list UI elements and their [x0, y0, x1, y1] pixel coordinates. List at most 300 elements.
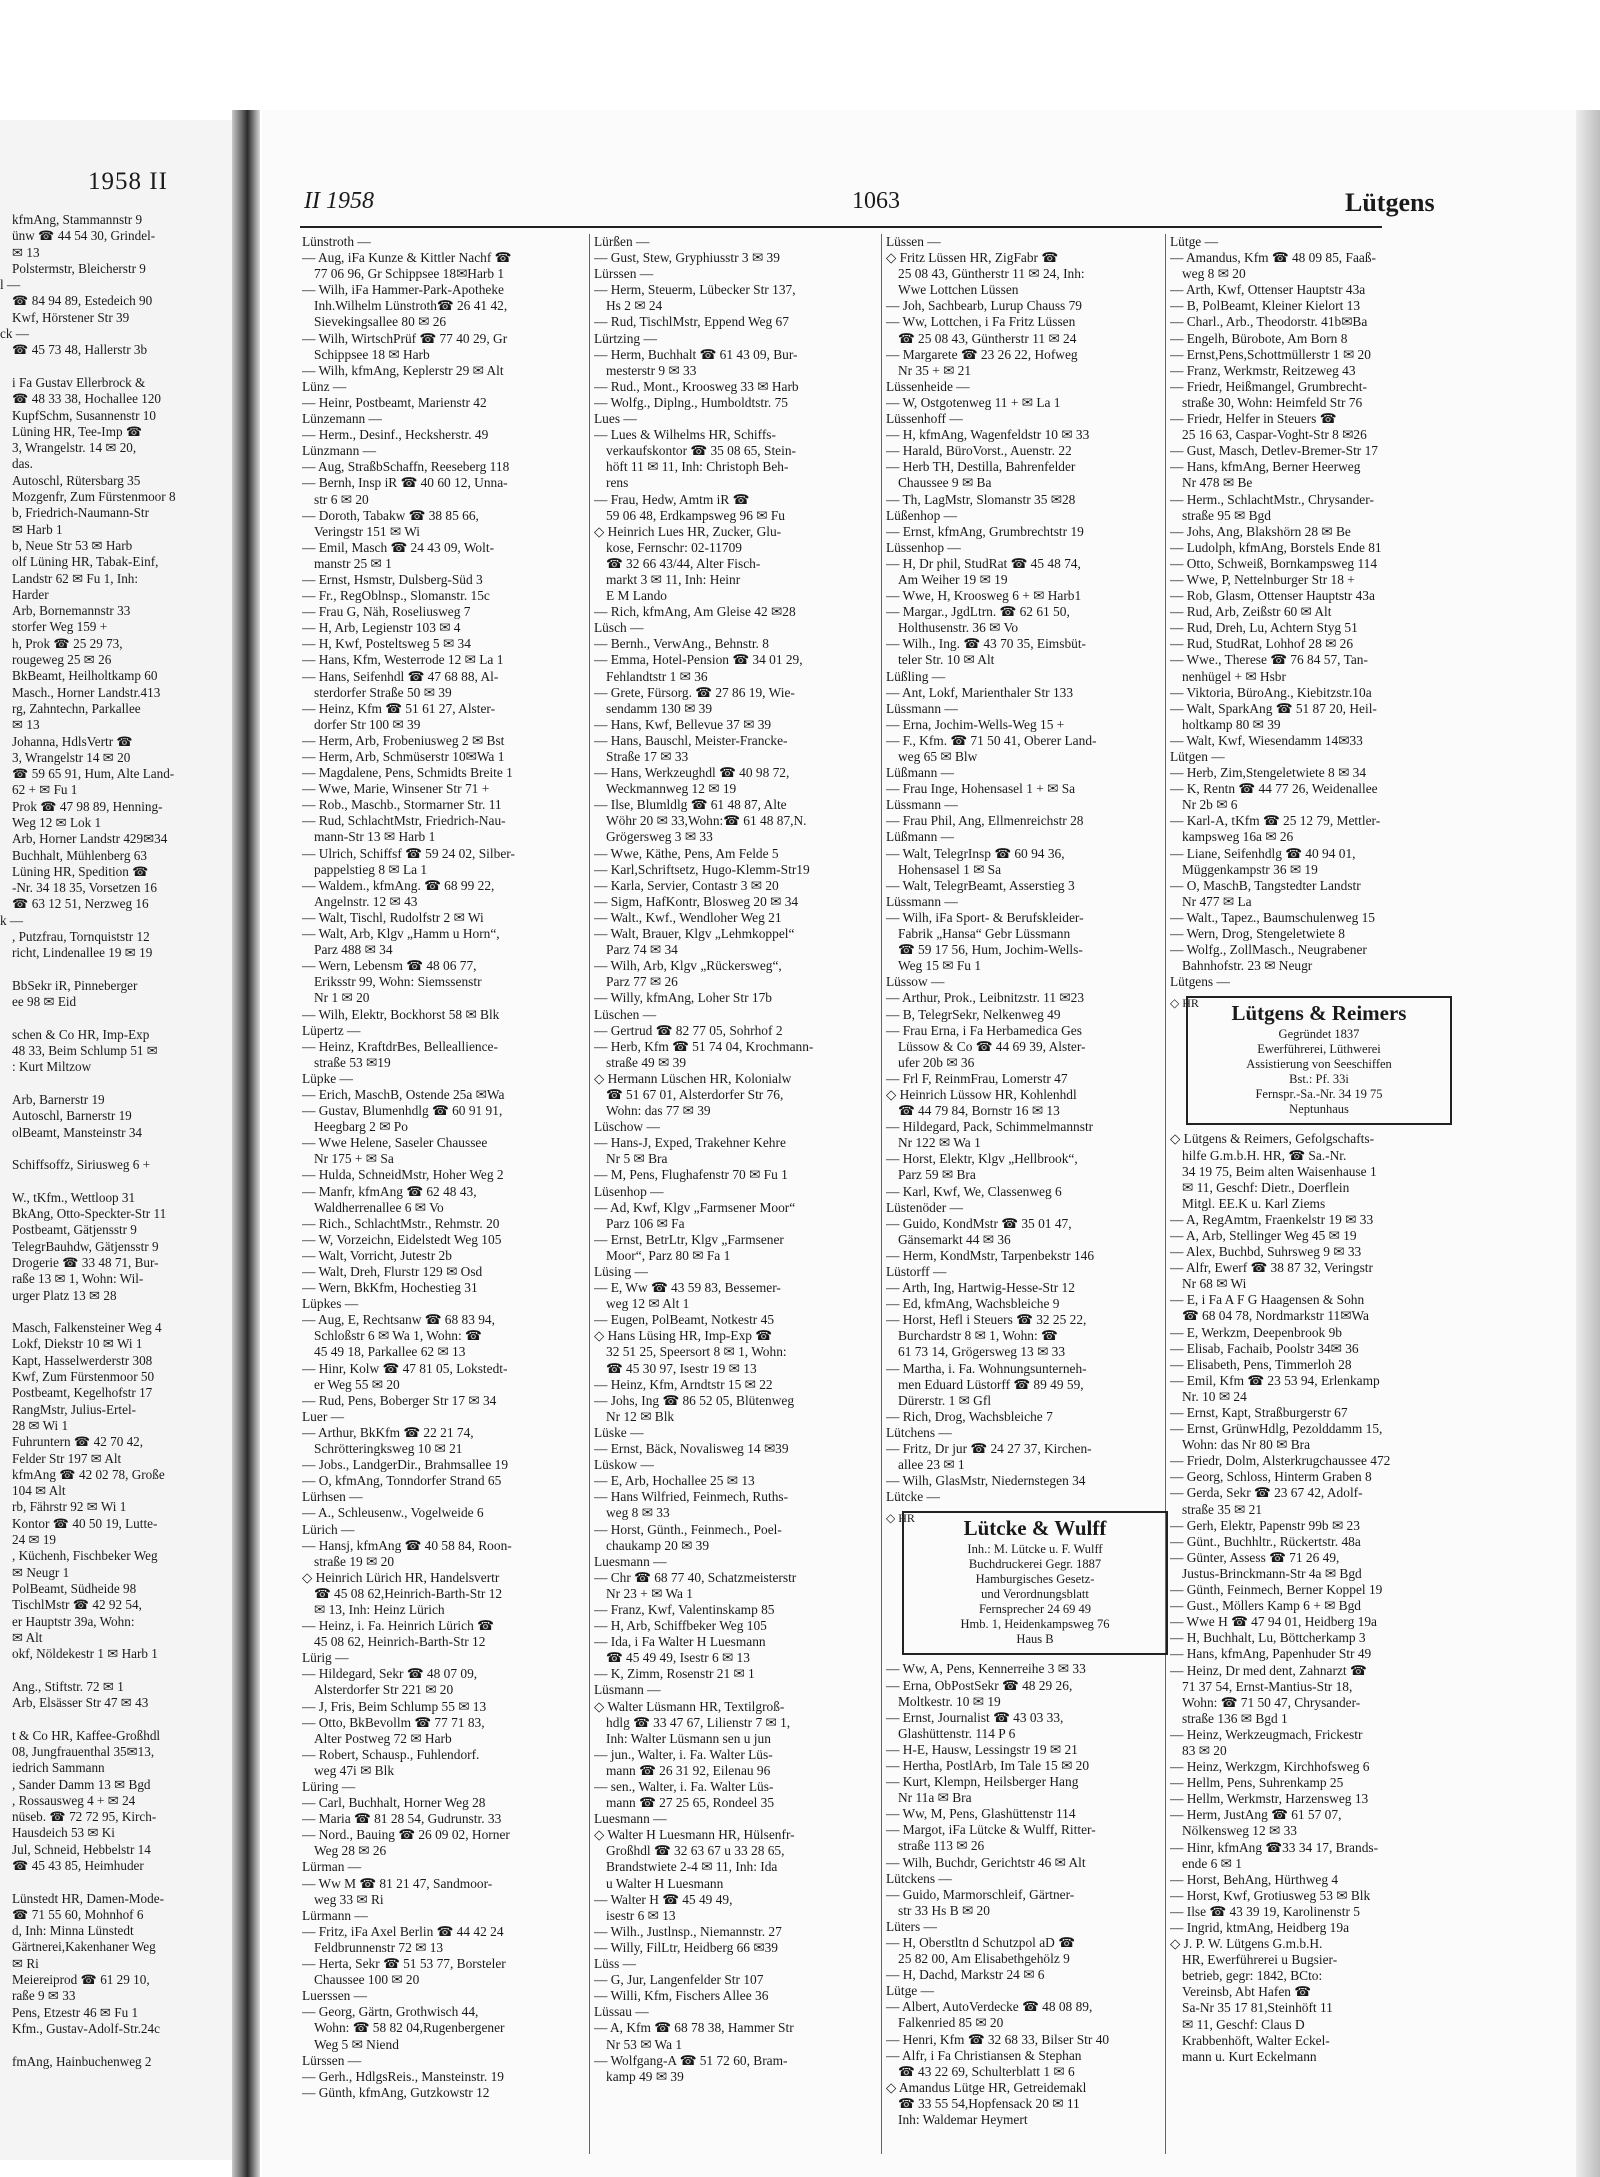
directory-entry-line: Hs 2 ✉ 24 — [606, 298, 663, 314]
directory-entry-line: — Hans, Seifenhdl ☎ 47 68 88, Al- — [302, 668, 499, 684]
directory-entry-line: Vereinsb, Abt Hafen ☎ — [1182, 1984, 1311, 2000]
directory-entry-line: — Günt., Buchhltr., Rückertstr. 48a — [1170, 1533, 1361, 1549]
directory-entry-line: Lütgen — — [1170, 749, 1225, 764]
directory-entry-line: schen & Co HR, Imp-Exp — [12, 1026, 150, 1042]
directory-entry-line: ufer 20b ✉ 36 — [898, 1054, 975, 1070]
directory-entry-line: — Friedr, Helfer in Steuers ☎ — [1170, 411, 1337, 427]
directory-entry-line: — Rud, Dreh, Lu, Achtern Styg 51 — [1170, 620, 1358, 636]
directory-entry-line: — Georg, Gärtn, Grothwisch 44, — [302, 2004, 479, 2020]
directory-entry-line: okf, Nöldekestr 1 ✉ Harb 1 — [12, 1646, 158, 1662]
directory-entry-line: ☎ 45 30 97, Isestr 19 ✉ 13 — [606, 1360, 757, 1376]
directory-entry-line: — Erich, MaschB, Ostende 25a ✉Wa — [302, 1086, 505, 1102]
directory-entry-line: — Walt, SparkAng ☎ 51 87 20, Heil- — [1170, 700, 1377, 716]
directory-entry-line: Luesmann — — [594, 1811, 667, 1827]
advert-line: und Verordnungsblatt — [981, 1587, 1089, 1602]
directory-entry-line — [0, 1304, 232, 1320]
directory-entry-line: — Rich, kfmAng, Am Gleise 42 ✉28 — [594, 604, 796, 620]
directory-entry-line: rens — [606, 475, 629, 491]
directory-entry-line: Lüsch — — [594, 620, 644, 636]
directory-entry-line: — Fritz, iFa Axel Berlin ☎ 44 42 24 — [302, 1923, 504, 1939]
directory-entry-line: — Arthur, Prok., Leibnitzstr. 11 ✉23 — [886, 990, 1085, 1006]
directory-entry-line: — H, Dr phil, StudRat ☎ 45 48 74, — [886, 555, 1081, 571]
directory-entry-line: ✉ 13, Inh: Heinz Lürich — [314, 1601, 445, 1617]
directory-entry-line: — Johs, Ing ☎ 86 52 05, Blütenweg — [594, 1392, 795, 1408]
directory-entry-line: — Emil, Kfm ☎ 23 53 94, Erlenkamp — [1170, 1372, 1380, 1388]
directory-entry-line: Lüssow & Co ☎ 44 69 39, Alster- — [898, 1038, 1086, 1054]
directory-entry-line: — Rud, SchlachtMstr, Friedrich-Nau- — [302, 813, 506, 829]
directory-entry-line: — Engelh, Bürobote, Am Born 8 — [1170, 330, 1348, 346]
directory-entry-line: — Walt, TelegrInsp ☎ 60 94 36, — [886, 845, 1065, 861]
directory-entry-line: straße 19 ✉ 20 — [314, 1553, 395, 1569]
directory-entry-line: — Jobs., LandgerDir., Brahmsallee 19 — [302, 1457, 509, 1473]
directory-entry-line: — Ernst, Hsmstr, Dulsberg-Süd 3 — [302, 571, 483, 587]
directory-entry-line: — Alfr, i Fa Christiansen & Stephan — [886, 2047, 1082, 2063]
directory-entry-line: W., tKfm., Wettloop 31 — [12, 1189, 136, 1205]
directory-entry-line: Autoschl, Rütersbarg 35 — [12, 472, 141, 488]
directory-entry-line: — Fr., RegOblnsp., Slomanstr. 15c — [302, 588, 490, 604]
directory-entry-line: — Herm., SchlachtMstr., Chrysander- — [1170, 491, 1374, 507]
directory-entry-line: — Gust, Stew, Gryphiusstr 3 ✉ 39 — [594, 250, 780, 266]
directory-entry-line: , Putzfrau, Tornquiststr 12 — [12, 929, 150, 945]
directory-entry-line: Brandstwiete 2-4 ✉ 11, Inh: Ida — [606, 1859, 778, 1875]
directory-entry-line: ☎ 45 43 85, Heimhuder — [12, 1857, 144, 1873]
directory-entry-line: — Magdalene, Pens, Schmidts Breite 1 — [302, 765, 513, 781]
directory-entry-line: Lürßen — — [594, 234, 650, 249]
directory-entry-line: — Doroth, Tabakw ☎ 38 85 66, — [302, 507, 479, 523]
directory-entry-line: Alsterdorfer Str 221 ✉ 20 — [314, 1682, 454, 1698]
directory-entry-line: — Herm., Desinf., Hecksherstr. 49 — [302, 427, 489, 443]
directory-entry-line: Lünz — — [302, 378, 347, 394]
directory-entry-line: ◇ Hermann Lüschen HR, Kolonialw — [594, 1070, 792, 1086]
directory-entry-line: — Wolfgang-A ☎ 51 72 60, Bram- — [594, 2052, 788, 2068]
directory-entry-line: ☎ 48 33 38, Hochallee 120 — [12, 391, 162, 407]
directory-entry-line: — Heinz, Kfm, Arndtstr 15 ✉ 22 — [594, 1376, 773, 1392]
directory-entry-line: — W, Ostgotenweg 11 + ✉ La 1 — [886, 394, 1061, 410]
directory-entry-line: Felder Str 197 ✉ Alt — [12, 1450, 122, 1466]
directory-entry-line: — Willi, Kfm, Fischers Allee 36 — [594, 1988, 769, 2004]
directory-column-2 — [594, 234, 882, 2085]
directory-entry-line: Parz 74 ✉ 34 — [606, 942, 678, 958]
directory-entry-line: — Ernst, kfmAng, Grumbrechtstr 19 — [886, 523, 1084, 539]
advert-title: Lütgens & Reimers — [1231, 1001, 1407, 1026]
directory-entry-line: Lüschow — — [594, 1119, 660, 1135]
directory-entry-line: str 6 ✉ 20 — [314, 491, 369, 507]
directory-entry-line: — Walt, Arb, Klgv „Hamm u Horn“, — [302, 926, 500, 942]
directory-entry-line: Veringstr 151 ✉ Wi — [314, 523, 421, 539]
directory-entry-line: Lues — — [594, 411, 637, 427]
directory-entry-line: — Gust, Masch, Detlev-Bremer-Str 17 — [1170, 443, 1378, 459]
directory-entry-line: — Henri, Kfm ☎ 32 68 33, Bilser Str 40 — [886, 2031, 1110, 2047]
advert-luetgens-reimers — [1170, 996, 1458, 1125]
directory-entry-line: ☎ 45 08 62,Heinrich-Barth-Str 12 — [314, 1585, 503, 1601]
directory-entry-line: BbSekr iR, Pinneberger — [12, 977, 138, 993]
directory-entry-line: Lürig — — [302, 1650, 349, 1666]
running-header-left: II 1958 — [304, 188, 374, 214]
directory-entry-line: Lüning HR, Tee-Imp ☎ — [12, 423, 143, 439]
directory-entry-line: — Walt, Brauer, Klgv „Lehmkoppel“ — [594, 926, 795, 942]
directory-entry-line: straße 30, Wohn: Heimfeld Str 76 — [1182, 394, 1363, 410]
directory-entry-line: t & Co HR, Kaffee-Großhdl — [12, 1727, 161, 1743]
directory-entry-line: — Wilh, Arb, Klgv „Rückersweg“, — [594, 958, 782, 974]
directory-entry-line: sendamm 130 ✉ 39 — [606, 700, 713, 716]
directory-entry-line: — Rud., Mont., Kroosweg 33 ✉ Harb — [594, 378, 799, 394]
directory-entry-line: ☎ 51 67 01, Alsterdorfer Str 76, — [606, 1086, 784, 1102]
directory-entry-line: — Friedr, Heißmangel, Grumbrecht- — [1170, 378, 1367, 394]
directory-entry-line: — Karl, Kwf, We, Classenweg 6 — [886, 1183, 1062, 1199]
directory-entry-line: — Rich, Drog, Wachsbleiche 7 — [886, 1408, 1053, 1424]
directory-entry-line: — Arthur, BkKfm ☎ 22 21 74, — [302, 1424, 474, 1440]
directory-entry-line: — Karla, Servier, Contastr 3 ✉ 20 — [594, 877, 779, 893]
advert-line: Bst.: Pf. 33i — [1289, 1072, 1349, 1087]
directory-entry-line: — Viktoria, BüroAng., Kiebitzstr.10a — [1170, 684, 1372, 700]
directory-entry-line: Lüssmann — — [886, 700, 958, 716]
directory-entry-line: Weg 12 ✉ Lok 1 — [12, 814, 102, 830]
directory-entry-line: — Rob., Maschb., Stormarner Str. 11 — [302, 797, 502, 813]
directory-entry-line: — O, MaschB, Tangstedter Landstr — [1170, 877, 1361, 893]
directory-entry-line: ☎ 45 73 48, Hallerstr 3b — [12, 342, 148, 358]
directory-entry-line: — Wern, Drog, Stengeletwiete 8 — [1170, 926, 1345, 942]
directory-entry-line: — Hans, Kwf, Bellevue 37 ✉ 39 — [594, 716, 772, 732]
directory-entry-line: Moor“, Parz 80 ✉ Fa 1 — [606, 1247, 731, 1263]
directory-entry-line: — Franz, Werkmstr, Reitzeweg 43 — [1170, 362, 1356, 378]
directory-entry-line: Lüssau — — [594, 2004, 649, 2020]
directory-entry-line: nenhügel + ✉ Hsbr — [1182, 668, 1286, 684]
directory-entry-line — [0, 1174, 232, 1190]
directory-entry-line: — A, Arb, Stellinger Weg 45 ✉ 19 — [1170, 1227, 1357, 1243]
directory-entry-line: ünw ☎ 44 54 30, Grindel- — [12, 228, 156, 244]
directory-entry-line: — Hans, kfmAng, Papenhuder Str 49 — [1170, 1646, 1372, 1662]
directory-entry-line: — Walt, TelegrBeamt, Asserstieg 3 — [886, 877, 1075, 893]
directory-column-1 — [302, 234, 590, 2101]
directory-entry-line: Parz 59 ✉ Bra — [898, 1167, 976, 1183]
directory-entry-line: Masch., Horner Landstr.413 — [12, 684, 161, 700]
directory-entry-line — [0, 1011, 232, 1027]
directory-entry-line: allee 23 ✉ 1 — [898, 1457, 965, 1473]
directory-entry-line: raße 9 ✉ 33 — [12, 1988, 76, 2004]
directory-entry-line: Lütgens — — [1170, 974, 1230, 990]
directory-entry-line: Pens, Etzestr 46 ✉ Fu 1 — [12, 2004, 139, 2020]
directory-entry-line: Lüssenhoff — — [886, 411, 963, 427]
directory-entry-line: — Wilh., Justlnsp., Niemannstr. 27 — [594, 1923, 782, 1939]
directory-entry-line: ◇ Lütgens & Reimers, Gefolgschafts- — [1170, 1131, 1375, 1147]
directory-entry-line: dorfer Str 100 ✉ 39 — [314, 716, 421, 732]
directory-entry-line: — Wolfg., Diplng., Humboldtstr. 75 — [594, 394, 788, 410]
directory-entry-line: — Günter, Assess ☎ 71 26 49, — [1170, 1549, 1340, 1565]
directory-entry-line: — Rob, Glasm, Ottenser Hauptstr 43a — [1170, 588, 1375, 604]
directory-entry-line: — Gust., Möllers Kamp 6 + ✉ Bgd — [1170, 1598, 1361, 1614]
directory-entry-line: Lürtzing — — [594, 330, 657, 346]
directory-entry-line: — Wilh, kfmAng, Keplerstr 29 ✉ Alt — [302, 362, 504, 378]
directory-entry-line: ◇ Heinrich Lüssow HR, Kohlenhdl — [886, 1086, 1077, 1102]
directory-entry-line: — Wwe, Marie, Winsener Str 71 + — [302, 781, 490, 797]
directory-entry-line: Mozgenfr, Zum Fürstenmoor 8 — [12, 489, 176, 505]
directory-entry-line: — Wern, BkKfm, Hochestieg 31 — [302, 1280, 478, 1296]
directory-entry-line: — Amandus, Kfm ☎ 48 09 85, Faaß- — [1170, 250, 1376, 266]
directory-entry-line: — Otto, Schweiß, Bornkampsweg 114 — [1170, 555, 1378, 571]
directory-entry-line: ◇ Walter Lüsmann HR, Textilgroß- — [594, 1698, 785, 1714]
directory-entry-line: — B, PolBeamt, Kleiner Kielort 13 — [1170, 298, 1361, 314]
directory-entry-line: — Herm, Arb, Schmüserstr 10✉Wa 1 — [302, 749, 505, 764]
directory-entry-line: Schiffsoffz, Siriusweg 6 + — [12, 1157, 151, 1173]
directory-entry-line: Lüssmann — — [886, 797, 958, 813]
directory-entry-line: — K, Zimm, Rosenstr 21 ✉ 1 — [594, 1666, 755, 1682]
page-edge — [1576, 110, 1600, 2177]
directory-entry-line: Lürmann — — [302, 1907, 368, 1923]
advert-marker: ◇ HR — [886, 1511, 915, 1526]
directory-entry-line: 61 73 14, Grögersweg 13 ✉ 33 — [898, 1344, 1066, 1360]
advert-line: Neptunhaus — [1289, 1102, 1349, 1117]
directory-entry-line: kamp 49 ✉ 39 — [606, 2068, 684, 2084]
directory-entry-line: Postbeamt, Gätjensstr 9 — [12, 1222, 137, 1238]
directory-entry-line: — Margot, iFa Lütcke & Wulff, Ritter- — [886, 1822, 1096, 1838]
directory-entry-line: Wohn: ☎ 58 82 04,Rugenbergener — [314, 2020, 505, 2036]
directory-entry-line: Mitgl. EE.K u. Karl Ziems — [1182, 1195, 1326, 1211]
directory-entry-line: — H, Arb, Schiffbeker Weg 105 — [594, 1618, 767, 1634]
directory-entry-line: — Rud, StudRat, Lohhof 28 ✉ 26 — [1170, 636, 1354, 652]
directory-entry-line: ✉ Alt — [12, 1629, 43, 1645]
directory-entry-line: — Ernst, Bäck, Novalisweg 14 ✉39 — [594, 1441, 789, 1457]
directory-entry-line: ☎ 68 04 78, Nordmarkstr 11✉Wa — [1182, 1308, 1369, 1324]
directory-entry-line: straße 136 ✉ Bgd 1 — [1182, 1710, 1288, 1726]
directory-entry-line: Großhdl ☎ 32 63 67 u 33 28 65, — [606, 1843, 785, 1859]
directory-entry-line: — M, Pens, Flughafenstr 70 ✉ Fu 1 — [594, 1167, 788, 1183]
advert-line: Fernspr.-Sa.-Nr. 34 19 75 — [1255, 1087, 1383, 1102]
directory-entry-line: Inh.Wilhelm Lünstroth☎ 26 41 42, — [314, 298, 508, 314]
directory-entry-line: — Guido, KondMstr ☎ 35 01 47, — [886, 1215, 1072, 1231]
advert-line: Hamburgisches Gesetz- — [975, 1572, 1095, 1587]
directory-entry-line: — Johs, Ang, Blakshörn 28 ✉ Be — [1170, 523, 1351, 539]
directory-entry-line: Am Weiher 19 ✉ 19 — [898, 571, 1008, 587]
directory-entry-line: — Georg, Schloss, Hinterm Graben 8 — [1170, 1469, 1372, 1485]
directory-entry-line: — H-E, Hausw, Lessingstr 19 ✉ 21 — [886, 1741, 1078, 1757]
directory-entry-line: — Kurt, Klempn, Heilsberger Hang — [886, 1774, 1079, 1790]
directory-entry-line: ck — — [0, 326, 29, 342]
directory-entry-line: Nr. 10 ✉ 24 — [1182, 1388, 1247, 1404]
directory-entry-line: ☎ 63 12 51, Nerzweg 16 — [12, 896, 149, 912]
directory-entry-line: — Gerh., HdlgsReis., Mansteinstr. 19 — [302, 2068, 504, 2084]
directory-entry-line: — H, Oberstltn d Schutzpol aD ☎ — [886, 1935, 1075, 1950]
directory-entry-line: Parz 106 ✉ Fa — [606, 1215, 685, 1231]
directory-entry-line: Lüskow — — [594, 1457, 654, 1473]
directory-entry-line: — Arth, Ing, Hartwig-Hesse-Str 12 — [886, 1280, 1075, 1296]
directory-entry-line: 77 06 96, Gr Schippsee 18✉Harb 1 — [314, 266, 505, 282]
directory-entry-line: — Elisab, Fachaib, Poolstr 34✉ 36 — [1170, 1340, 1359, 1356]
directory-entry-line: Lüss — — [594, 1956, 637, 1972]
directory-entry-line: Lüßmann — — [886, 765, 955, 781]
directory-entry-line: — Gustav, Blumenhdlg ☎ 60 91 91, — [302, 1103, 503, 1119]
directory-entry-line: — B, TelegrSekr, Nelkenweg 49 — [886, 1006, 1061, 1022]
directory-entry-line: — H, Arb, Legienstr 103 ✉ 4 — [302, 620, 461, 636]
directory-entry-line: — Th, LagMstr, Slomanstr 35 ✉28 — [886, 491, 1076, 507]
directory-entry-line: ◇ Heinrich Lürich HR, Handelsvertr — [302, 1569, 500, 1585]
directory-entry-line: — Heinz, i. Fa. Heinrich Lürich ☎ — [302, 1618, 494, 1634]
directory-entry-line: — Hildegard, Pack, Schimmelmannstr — [886, 1119, 1094, 1135]
directory-entry-line: ✉ Ri — [12, 1955, 39, 1971]
directory-entry-line: — E, Ww ☎ 43 59 83, Bessemer- — [594, 1280, 781, 1296]
directory-entry-line: Lünzmann — — [302, 443, 377, 459]
directory-entry-line: — sen., Walter, i. Fa. Walter Lüs- — [594, 1779, 774, 1794]
directory-entry-line: holtkamp 80 ✉ 39 — [1182, 716, 1281, 732]
directory-entry-line: 45 49 18, Parkallee 62 ✉ 13 — [314, 1344, 466, 1360]
directory-entry-line: , Rossausweg 4 + ✉ 24 — [12, 1792, 136, 1808]
directory-entry-line: Burchardstr 8 ✉ 1, Wohn: ☎ — [898, 1328, 1058, 1344]
directory-entry-line: — E, Werkzm, Deepenbrook 9b — [1170, 1324, 1342, 1340]
directory-entry-line: — Heinz, Werkzgm, Kirchhofsweg 6 — [1170, 1759, 1370, 1775]
directory-entry-line: Lüstorff — — [886, 1264, 947, 1279]
directory-entry-line: Wöhr 20 ✉ 33,Wohn:☎ 61 48 87,N. — [606, 813, 807, 829]
directory-entry-line: — Ww, A, Pens, Kennerreihe 3 ✉ 33 — [886, 1661, 1086, 1677]
directory-entry-line: Fehlandtstr 1 ✉ 36 — [606, 668, 708, 684]
directory-entry-line: — Sigm, HafKontr, Blosweg 20 ✉ 34 — [594, 893, 799, 909]
directory-entry-line: E M Lando — [606, 588, 667, 604]
directory-entry-line: — Hinr, Kolw ☎ 47 81 05, Lokstedt- — [302, 1360, 508, 1376]
directory-entry-line: -Nr. 34 18 35, Vorsetzen 16 — [12, 880, 157, 896]
directory-entry-line: Parz 488 ✉ 34 — [314, 942, 393, 958]
directory-entry-line: 3, Wrangelstr. 14 ✉ 20, — [12, 440, 137, 456]
directory-entry-line: Buchhalt, Mühlenberg 63 — [12, 847, 147, 863]
directory-entry-line: 08, Jungfrauenthal 35✉13, — [12, 1743, 155, 1759]
directory-entry-line: Arb, Elsässer Str 47 ✉ 43 — [12, 1695, 149, 1711]
directory-entry-line: ☎ 84 94 89, Estedeich 90 — [12, 293, 153, 309]
directory-entry-line: — Wolfg., ZollMasch., Neugrabener — [1170, 942, 1367, 958]
directory-entry-line: Masch, Falkensteiner Weg 4 — [12, 1320, 162, 1336]
directory-entry-line: — Rich., SchlachtMstr., Rehmstr. 20 — [302, 1215, 500, 1231]
directory-entry-line: Kapt, Hasselwerderstr 308 — [12, 1352, 153, 1368]
directory-entry-line: raße 13 ✉ 1, Wohn: Wil- — [12, 1271, 144, 1287]
directory-entry-line: Fuhruntern ☎ 42 70 42, — [12, 1434, 144, 1450]
directory-entry-line: 48 33, Beim Schlump 51 ✉ — [12, 1043, 158, 1059]
directory-entry-line: höft 11 ✉ 11, Inh: Christoph Beh- — [606, 459, 789, 475]
directory-entry-line: Lürhsen — — [302, 1489, 363, 1505]
directory-entry-line: — Heinz, Dr med dent, Zahnarzt ☎ — [1170, 1662, 1367, 1678]
directory-entry-line: kose, Fernschr: 02-11709 — [606, 539, 742, 555]
directory-entry-line: Lüsenhop — — [594, 1183, 664, 1199]
directory-entry-line: 25 16 63, Caspar-Voght-Str 8 ✉26 — [1182, 427, 1367, 443]
directory-entry-line: ✉ Harb 1 — [12, 521, 63, 537]
directory-entry-line: olBeamt, Mansteinstr 34 — [12, 1124, 143, 1140]
directory-entry-line: Alter Postweg 72 ✉ Harb — [314, 1730, 452, 1746]
directory-entry-line: Grögersweg 3 ✉ 33 — [606, 829, 713, 845]
directory-entry-line: — Karl,Schriftsetz, Hugo-Klemm-Str19 — [594, 861, 810, 877]
directory-entry-line: pappelstieg 8 ✉ La 1 — [314, 861, 428, 877]
directory-entry-line: straße 53 ✉19 — [314, 1054, 391, 1070]
directory-entry-line: — Alfr, Ewerf ☎ 38 87 32, Veringstr — [1170, 1260, 1373, 1276]
directory-entry-line: — Ad, Kwf, Klgv „Farmsener Moor“ — [594, 1199, 796, 1215]
directory-entry-line: — Heinz, Werkzeugmach, Frickestr — [1170, 1726, 1363, 1742]
directory-entry-line: Nölkensweg 12 ✉ 33 — [1182, 1823, 1297, 1839]
directory-entry-line: — Herm, Arb, Frobeniusweg 2 ✉ Bst — [302, 732, 505, 748]
directory-entry-line: Luerssen — — [302, 1988, 368, 2004]
directory-entry-line: 83 ✉ 20 — [1182, 1742, 1227, 1758]
directory-entry-line: — Walt., Tapez., Baumschulenweg 15 — [1170, 909, 1375, 925]
directory-entry-line: ✉ 11, Geschf: Dietr., Doerflein — [1182, 1179, 1350, 1195]
directory-entry-line: — Herm, KondMstr, Tarpenbekstr 146 — [886, 1247, 1095, 1263]
directory-entry-line: Lüning HR, Spedition ☎ — [12, 863, 149, 879]
directory-entry-line: Ang., Stiftstr. 72 ✉ 1 — [12, 1678, 124, 1694]
directory-entry-line: ee 98 ✉ Eid — [12, 994, 77, 1010]
directory-entry-line: — Rud, Arb, Zeißstr 60 ✉ Alt — [1170, 604, 1332, 620]
directory-entry-line: 28 ✉ Wi 1 — [12, 1417, 69, 1433]
directory-entry-line: — Gerda, Sekr ☎ 23 67 42, Adolf- — [1170, 1485, 1363, 1501]
directory-entry-line: kampsweg 16a ✉ 26 — [1182, 829, 1294, 845]
directory-entry-line: — Chr ☎ 68 77 40, Schatzmeisterstr — [594, 1569, 797, 1585]
directory-entry-line: Lüring — — [302, 1779, 356, 1794]
directory-entry-line: TischlMstr ☎ 42 92 54, — [12, 1597, 142, 1613]
directory-entry-line: — Frau G, Näh, Roseliusweg 7 — [302, 604, 471, 620]
directory-entry-line: — Ida, i Fa Walter H Luesmann — [594, 1634, 766, 1650]
directory-entry-line: Johanna, HdlsVertr ☎ — [12, 733, 133, 749]
directory-entry-line: — K, Rentn ☎ 44 77 26, Weidenallee — [1170, 781, 1378, 797]
directory-entry-line: rb, Fährstr 92 ✉ Wi 1 — [12, 1499, 127, 1515]
directory-entry-line: — Wilh, WirtschPrüf ☎ 77 40 29, Gr — [302, 330, 508, 346]
directory-entry-line: Jul, Schneid, Hebbelstr 14 — [12, 1841, 151, 1857]
directory-entry-line: — Bernh., VerwAng., Behnstr. 8 — [594, 636, 769, 652]
directory-entry-line: Sievekingsallee 80 ✉ 26 — [314, 314, 447, 330]
directory-entry-line: Straße 17 ✉ 33 — [606, 749, 689, 764]
directory-entry-line: — Walt, Kwf, Wiesendamm 14✉33 — [1170, 732, 1363, 748]
directory-entry-line: Bahnhofstr. 23 ✉ Neugr — [1182, 958, 1313, 974]
directory-entry-line: — Hans, Werkzeughdl ☎ 40 98 72, — [594, 765, 790, 781]
directory-entry-line: Nr 122 ✉ Wa 1 — [898, 1135, 981, 1151]
directory-entry-line: — Ilse, Blumldlg ☎ 61 48 87, Alte — [594, 797, 787, 813]
directory-entry-line: h, Prok ☎ 25 29 73, — [12, 635, 123, 651]
directory-entry-line: Nr 478 ✉ Be — [1182, 475, 1253, 491]
directory-entry-line: hdlg ☎ 33 47 67, Lilienstr 7 ✉ 1, — [606, 1714, 791, 1730]
directory-entry-line: weg 8 ✉ 33 — [606, 1505, 670, 1521]
directory-entry-line: mann ☎ 26 31 92, Eilenau 96 — [606, 1762, 771, 1778]
directory-entry-line: kfmAng, Stammannstr 9 — [12, 212, 143, 227]
directory-entry-line: i Fa Gustav Ellerbrock & — [12, 374, 146, 390]
directory-entry-line: Lüschen — — [594, 1006, 657, 1022]
directory-entry-line: — Albert, AutoVerdecke ☎ 48 08 89, — [886, 1999, 1093, 2015]
directory-entry-line: — Margar., JgdLtrn. ☎ 62 61 50, — [886, 604, 1070, 620]
directory-entry-line: 45 08 62, Heinrich-Barth-Str 12 — [314, 1634, 486, 1650]
directory-entry-line — [0, 1662, 232, 1678]
directory-entry-line: — O, kfmAng, Tonndorfer Strand 65 — [302, 1473, 502, 1489]
directory-entry-line: BkBeamt, Heilholtkamp 60 — [12, 668, 158, 684]
directory-entry-line: Inh: Waldemar Heymert — [898, 2112, 1028, 2128]
directory-entry-line: — Margarete ☎ 23 26 22, Hofweg — [886, 346, 1078, 362]
directory-entry-line: — Grete, Fürsorg. ☎ 27 86 19, Wie- — [594, 684, 795, 700]
directory-entry-line: ✉ 13 — [12, 717, 40, 733]
directory-entry-line: Nr 1 ✉ 20 — [314, 990, 370, 1006]
directory-entry-line: Meiereiprod ☎ 61 29 10, — [12, 1972, 150, 1988]
directory-entry-line: verkaufskontor ☎ 35 08 65, Stein- — [606, 443, 796, 459]
directory-entry-line: Nr 12 ✉ Blk — [606, 1408, 675, 1424]
directory-entry-line: — Lues & Wilhelms HR, Schiffs- — [594, 427, 776, 443]
directory-entry-line: — Nord., Bauing ☎ 26 09 02, Horner — [302, 1827, 510, 1843]
directory-entry-line: — Frau Inge, Hohensasel 1 + ✉ Sa — [886, 781, 1076, 797]
directory-entry-line: — Rud, TischlMstr, Eppend Weg 67 — [594, 314, 789, 330]
directory-entry-line: — Hans, Kfm, Westerrode 12 ✉ La 1 — [302, 652, 504, 668]
directory-entry-line: — E, i Fa A F G Haagensen & Sohn — [1170, 1292, 1365, 1308]
directory-entry-line: weg 8 ✉ 20 — [1182, 266, 1246, 282]
directory-entry-line: Lünstroth — — [302, 234, 371, 249]
directory-entry-line: Drogerie ☎ 33 48 71, Bur- — [12, 1255, 159, 1270]
directory-entry-line: Fabrik „Hansa“ Gebr Lüssmann — [898, 926, 1071, 942]
directory-entry-line: chaukamp 20 ✉ 39 — [606, 1537, 710, 1553]
directory-entry-line: — Wwe H ☎ 47 94 01, Heidberg 19a — [1170, 1614, 1377, 1630]
directory-entry-line: Harder — [12, 586, 49, 602]
directory-entry-line: — Erna, ObPostSekr ☎ 48 29 26, — [886, 1677, 1073, 1693]
directory-entry-line: sterdorfer Straße 50 ✉ 39 — [314, 684, 452, 700]
directory-entry-line: Hausdeich 53 ✉ Ki — [12, 1825, 115, 1841]
directory-entry-line: Lüßmann — — [886, 829, 955, 845]
directory-entry-line: — Frau Phil, Ang, Ellmenreichstr 28 — [886, 813, 1084, 829]
directory-entry-line: — Aug, E, Rechtsanw ☎ 68 83 94, — [302, 1312, 495, 1328]
directory-entry-line: Waldherrenallee 6 ✉ Vo — [314, 1199, 444, 1215]
directory-entry-line: ☎ 59 17 56, Hum, Jochim-Wells- — [898, 942, 1083, 958]
